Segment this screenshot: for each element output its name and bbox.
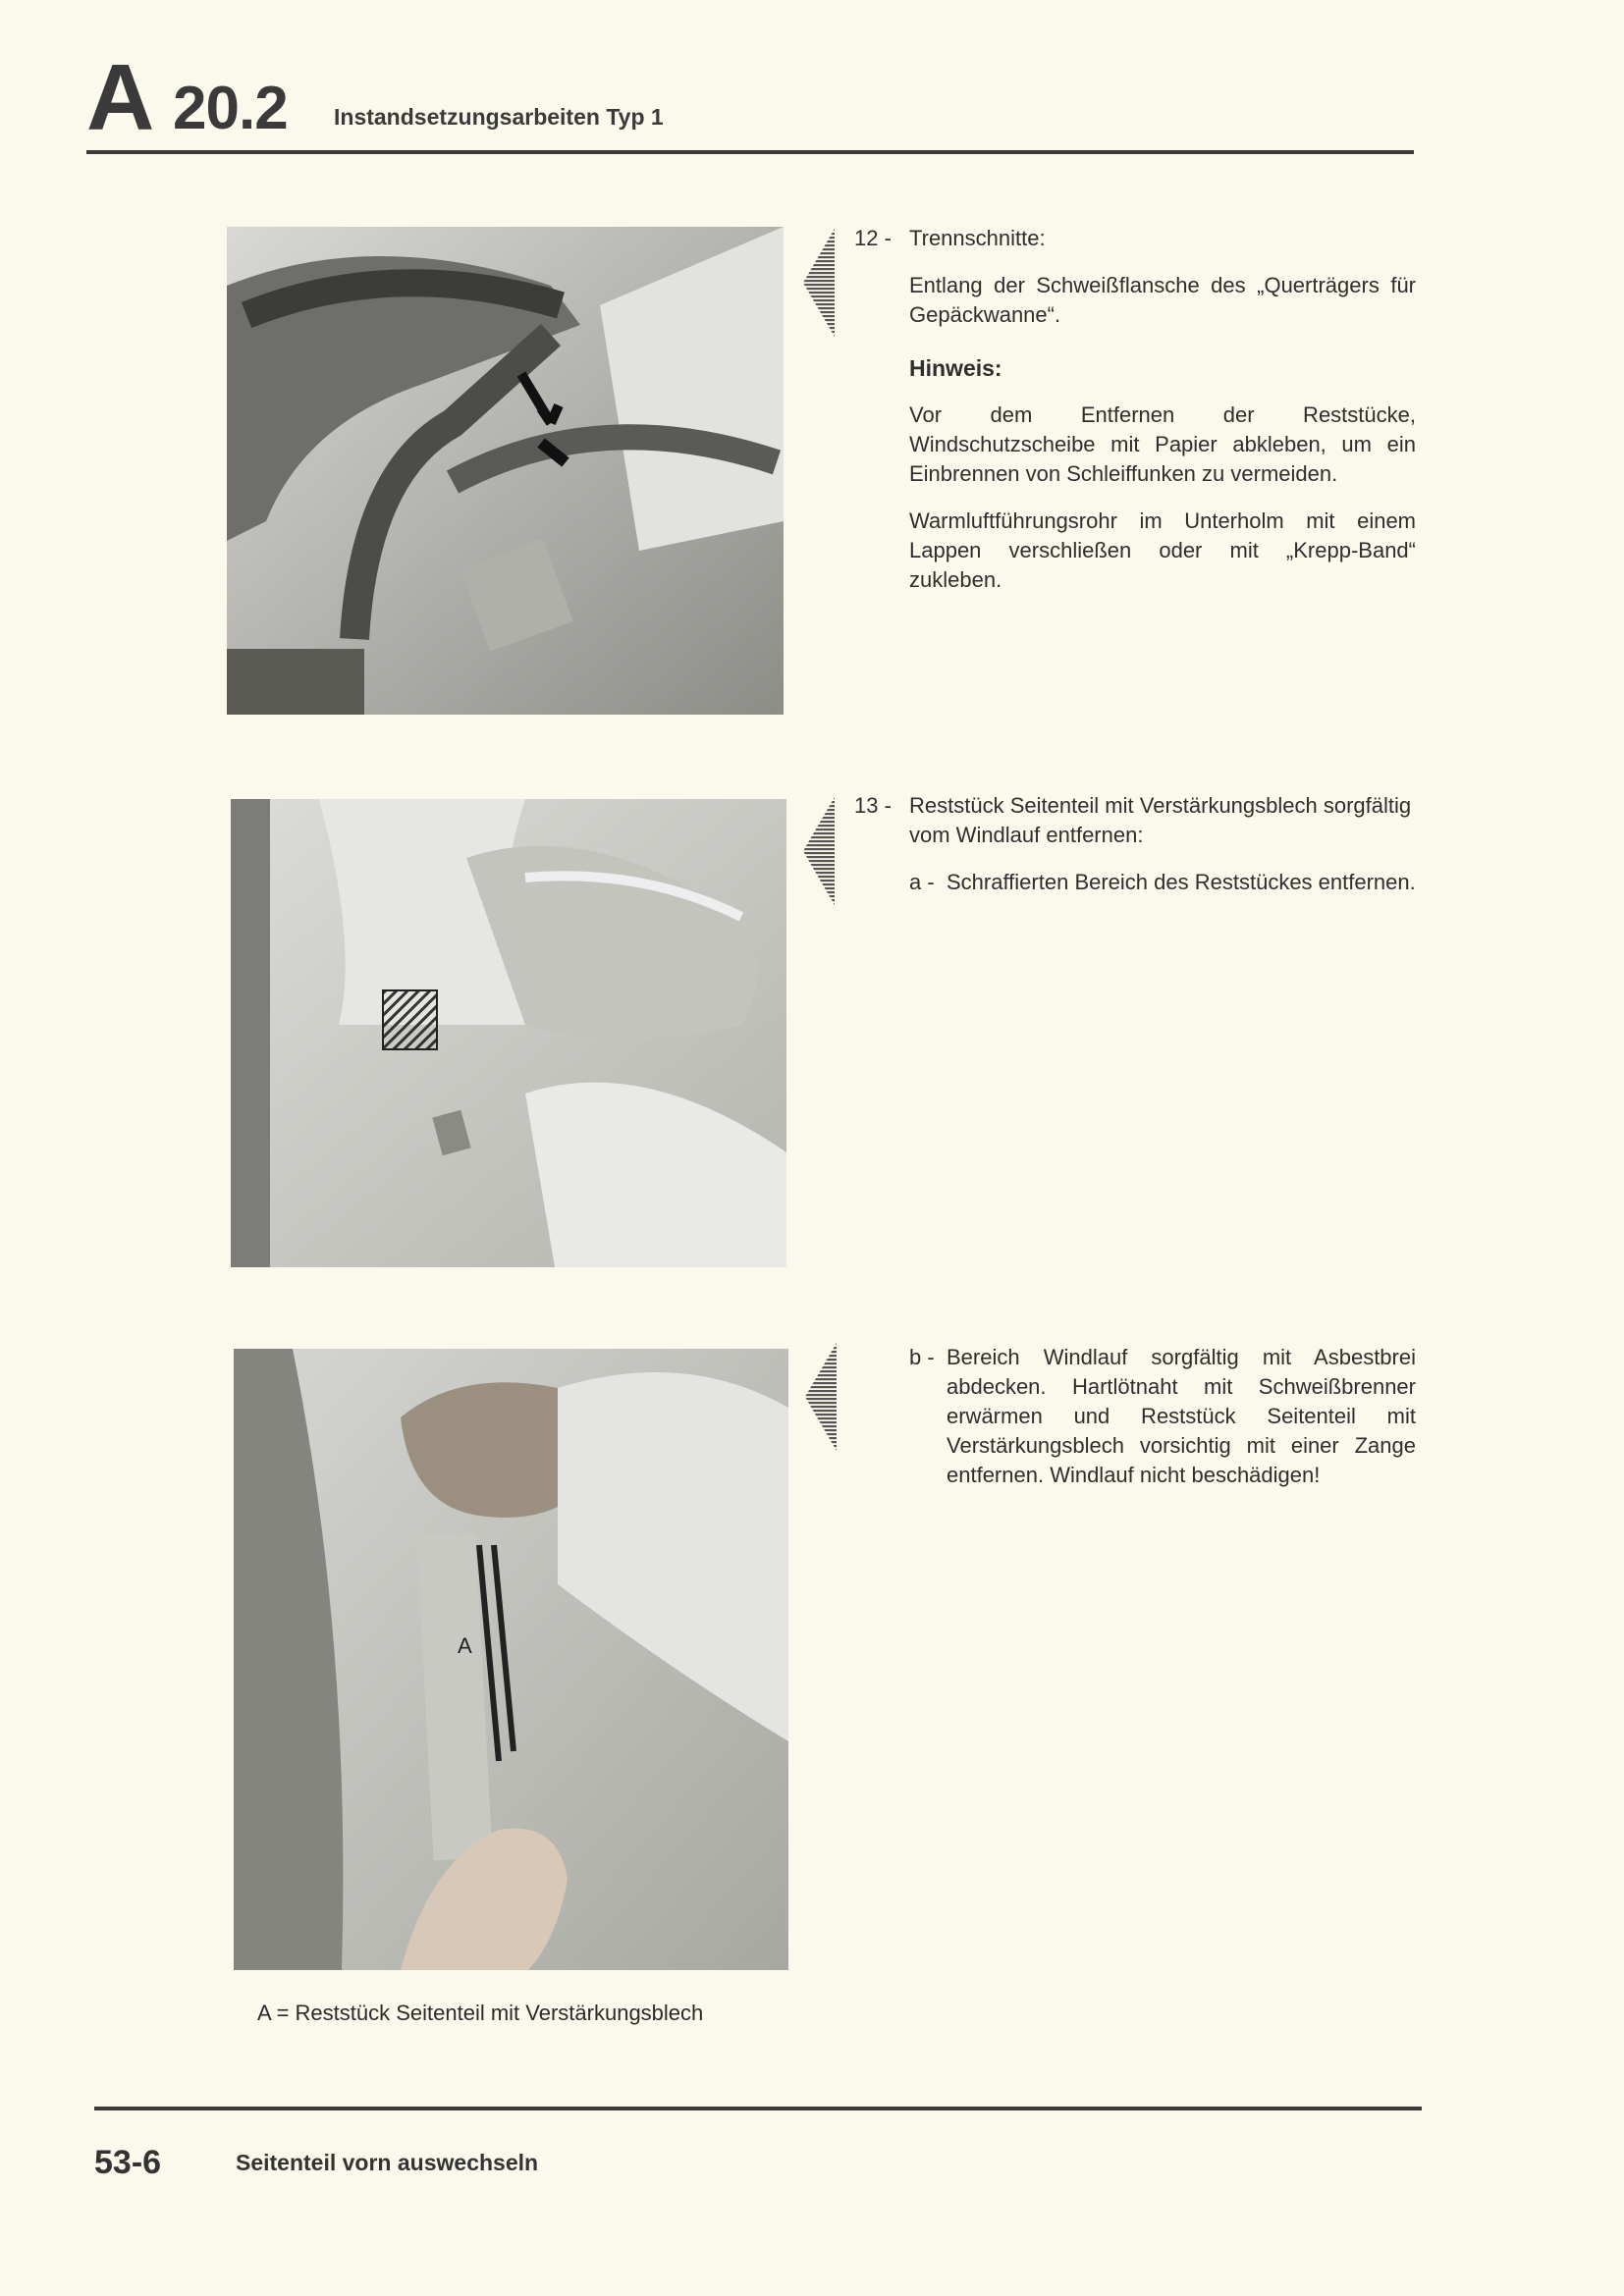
page-number: 53-6 bbox=[94, 2144, 162, 2181]
substep-a-text: Schraffierten Bereich des Reststückes entfernen. bbox=[947, 870, 1416, 894]
substep-b-block bbox=[854, 1343, 1416, 1490]
footer-rule bbox=[94, 2107, 1422, 2110]
step-pointer-arrow-icon bbox=[803, 229, 837, 337]
step-13-block bbox=[854, 791, 1416, 897]
section-letter: A bbox=[86, 45, 155, 150]
photo-1-image bbox=[227, 227, 784, 715]
step-13-header bbox=[854, 791, 1416, 850]
photo-3-image bbox=[234, 1349, 788, 1970]
step-12-body: Entlang der Schweißflansche des „Querträgers für Gepäckwanne“. bbox=[909, 273, 1416, 327]
step-13-number: 13 - bbox=[854, 793, 892, 818]
photo-trennschnitte bbox=[227, 227, 784, 715]
header-rule bbox=[86, 150, 1414, 154]
note-paragraph: Warmluftführungsrohr im Unterholm mit einem Lappen verschließen oder mit „Krepp-Band“ zukleben. bbox=[909, 508, 1416, 592]
note-paragraph: Vor dem Entfernen der Reststücke, Windschutzscheibe mit Papier abkleben, um ein Einbrennen von Schleiffunken zu vermeiden. bbox=[909, 402, 1416, 486]
note-heading: Hinweis: bbox=[909, 355, 1002, 381]
header-title: Instandsetzungsarbeiten Typ 1 bbox=[334, 104, 664, 130]
photo-2-image bbox=[231, 799, 786, 1267]
section-number: 20.2 bbox=[173, 75, 288, 142]
substep-b-text: Bereich Windlauf sorgfältig mit Asbestbrei abdecken. Hartlötnaht mit Schweißbrenner erwärmen und Reststück Seitenteil mit Verstärkungsblech vorsichtig mit einer Zange entfernen. Windlauf nicht beschädigen! bbox=[947, 1345, 1416, 1487]
step-12-block bbox=[854, 224, 1416, 595]
photo-schraffierter-bereich bbox=[231, 799, 786, 1267]
step-pointer-arrow-icon bbox=[803, 797, 837, 905]
photo-zange bbox=[234, 1349, 788, 1970]
substep-b-label: b - bbox=[909, 1345, 935, 1369]
figure-marker-a: A bbox=[458, 1633, 472, 1658]
step-13-title: Reststück Seitenteil mit Verstärkungsblech sorgfältig vom Windlauf entfernen: bbox=[909, 793, 1412, 847]
step-title: Trennschnitte: bbox=[909, 226, 1046, 250]
figure-caption: A = Reststück Seitenteil mit Verstärkungsblech bbox=[257, 2001, 704, 2025]
step-number: 12 - bbox=[854, 226, 892, 250]
step-pointer-arrow-icon bbox=[805, 1343, 839, 1451]
substep-a-label: a - bbox=[909, 870, 935, 894]
substep-b bbox=[909, 1343, 1416, 1490]
footer-title: Seitenteil vorn auswechseln bbox=[236, 2150, 539, 2175]
substep-a bbox=[909, 868, 1416, 897]
step-12-header bbox=[854, 224, 1416, 253]
